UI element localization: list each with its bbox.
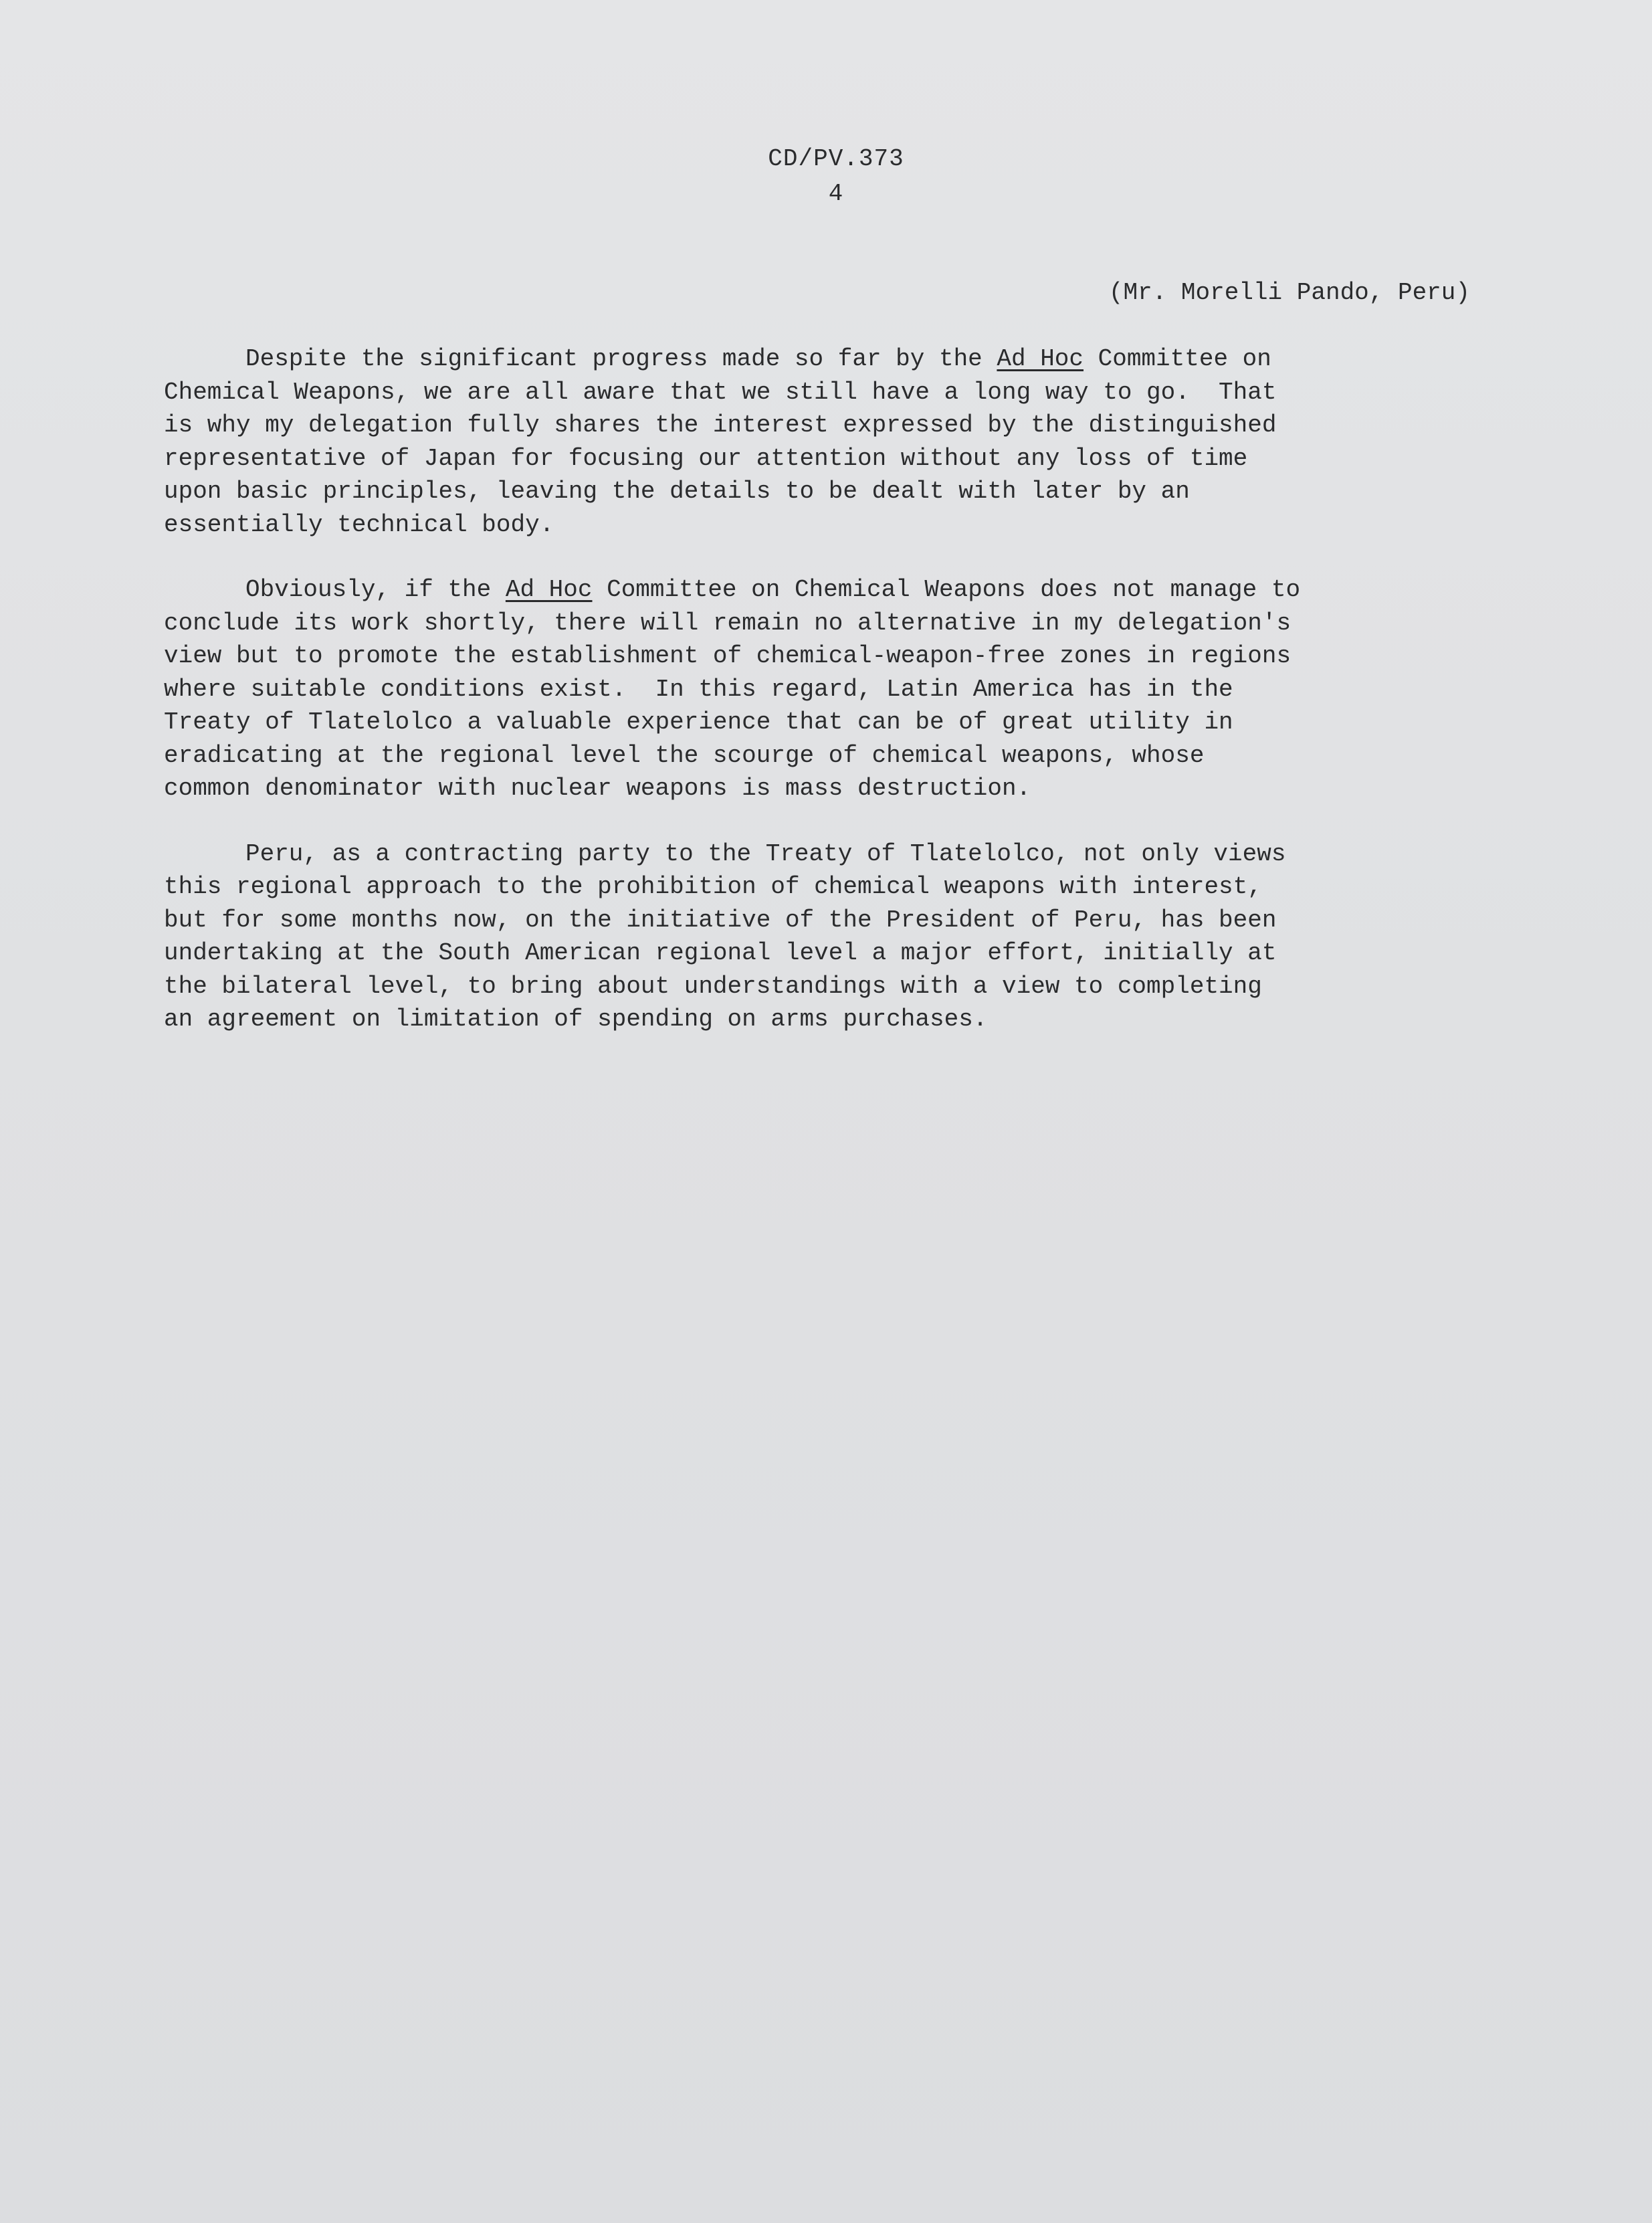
paragraph	[164, 573, 1468, 805]
statement-body	[164, 343, 1468, 1068]
text-line	[164, 409, 1468, 442]
text-run: representative of Japan for focusing our attention without any loss of time	[164, 444, 1248, 472]
text-run: is why my delegation fully shares the interest expressed by the distinguished	[164, 411, 1277, 439]
text-line	[164, 673, 1468, 706]
text-run: Obviously, if the	[245, 576, 506, 603]
document-symbol: CD/PV.373	[768, 145, 904, 173]
text-run: upon basic principles, leaving the details to be dealt with later by an	[164, 478, 1190, 505]
text-run: the bilateral level, to bring about understandings with a view to completing	[164, 972, 1262, 1000]
page-number: 4	[828, 180, 844, 207]
text-line	[164, 970, 1468, 1003]
text-line	[164, 838, 1468, 871]
text-run: common denominator with nuclear weapons is mass destruction.	[164, 775, 1031, 802]
text-run: Committee on Chemical Weapons does not manage to	[592, 576, 1301, 603]
text-line	[164, 607, 1468, 640]
text-run: this regional approach to the prohibition of chemical weapons with interest,	[164, 873, 1262, 900]
text-run: view but to promote the establishment of chemical-weapon-free zones in regions	[164, 642, 1292, 670]
text-run: Chemical Weapons, we are all aware that we still have a long way to go. That	[164, 378, 1277, 406]
text-run: Despite the significant progress made so far by the	[245, 345, 997, 373]
text-line	[164, 640, 1468, 673]
text-run: Committee on	[1083, 345, 1271, 373]
text-line	[164, 772, 1468, 805]
text-line	[164, 870, 1468, 904]
text-run: eradicating at the regional level the scourge of chemical weapons, whose	[164, 741, 1205, 769]
text-run: undertaking at the South American regional level a major effort, initially at	[164, 939, 1277, 967]
text-line	[164, 904, 1468, 937]
text-line	[164, 343, 1468, 376]
text-line	[164, 739, 1468, 773]
text-run: Peru, as a contracting party to the Treaty of Tlatelolco, not only views	[245, 840, 1286, 868]
underlined-term: Ad Hoc	[997, 345, 1084, 373]
text-run: Treaty of Tlatelolco a valuable experience that can be of great utility in	[164, 708, 1233, 736]
text-line	[164, 475, 1468, 508]
text-run: where suitable conditions exist. In this regard, Latin America has in the	[164, 675, 1233, 703]
text-line	[164, 376, 1468, 409]
text-run: but for some months now, on the initiative of the President of Peru, has been	[164, 906, 1277, 934]
text-line	[164, 573, 1468, 607]
text-line	[164, 1003, 1468, 1036]
paragraph	[164, 343, 1468, 541]
paragraph	[164, 838, 1468, 1036]
text-run: conclude its work shortly, there will remain no alternative in my delegation's	[164, 609, 1292, 637]
text-run: an agreement on limitation of spending on arms purchases.	[164, 1005, 988, 1033]
page-header	[702, 142, 970, 211]
text-line	[164, 508, 1468, 542]
text-run: essentially technical body.	[164, 510, 554, 539]
speaker-attribution: (Mr. Morelli Pando, Peru)	[1108, 279, 1470, 306]
text-line	[164, 706, 1468, 739]
underlined-term: Ad Hoc	[505, 576, 593, 603]
text-line	[164, 442, 1468, 476]
text-line	[164, 937, 1468, 970]
